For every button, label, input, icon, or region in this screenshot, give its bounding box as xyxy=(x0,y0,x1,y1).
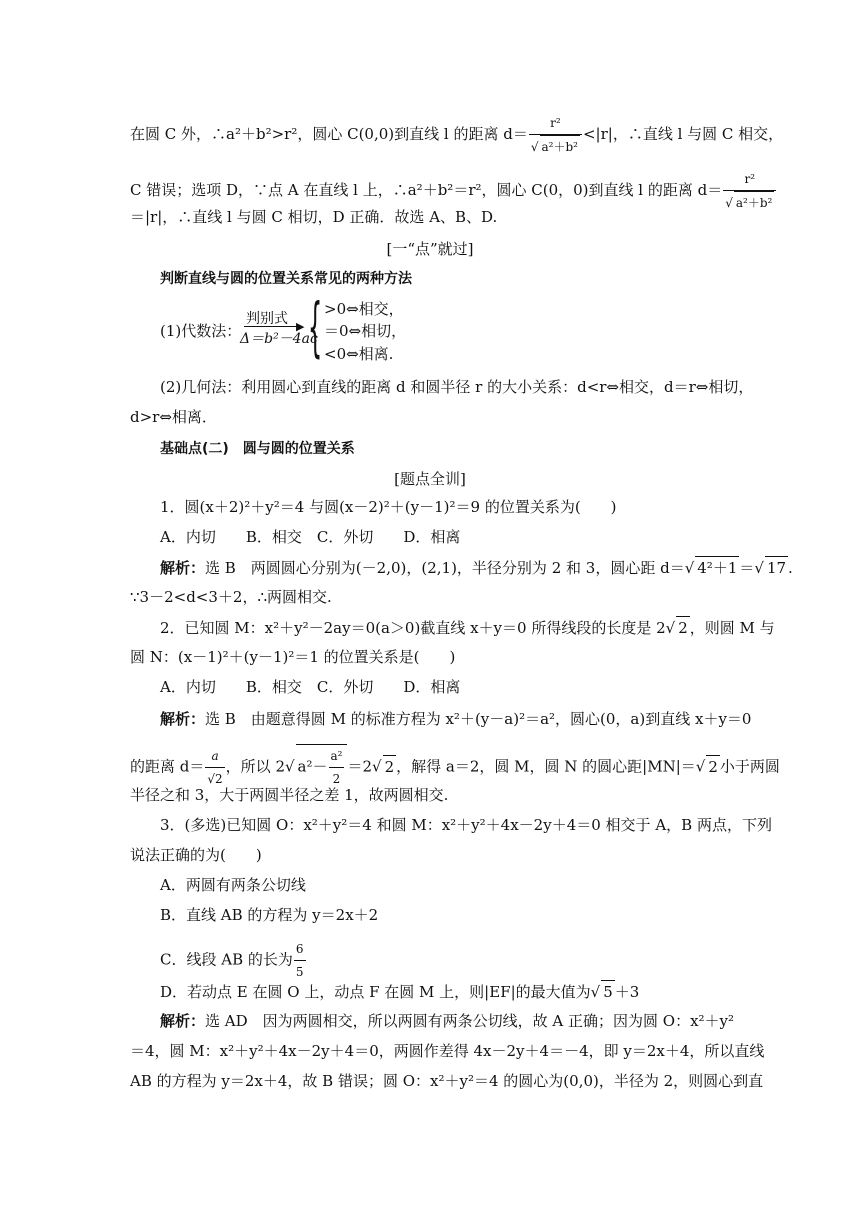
q2-solution-line-1: 解析：选 B 由题意得圆 M 的标准方程为 x²＋(y－a)²＝a²，圆心(0，a)到直线 x＋y＝0 xyxy=(160,710,752,728)
q2-solution-line-2: 的距离 d＝ $\frac{a}{√2}$ ，所以 2√ a²－ $\frac{\text{a²}}{2}$ ＝2√ 2 ，解得 a＝2，圆 M，圆 N 的圆心距|MN|＝√ 2 小于两圆 xyxy=(130,744,730,790)
q3-solution-line-1: 解析：选 AD 因为两圆相交，所以两圆有两条公切线，故 A 正确；因为圆 O：x²＋y² xyxy=(160,1012,735,1030)
case-separate: <0⇔相离. xyxy=(324,345,394,363)
q3-option-b: B．直线 AB 的方程为 y＝2x＋2 xyxy=(160,906,379,924)
intro-text: C 错误；选项 D，∵点 A 在直线 l 上，∴a²＋b²＝r²，圆心 C(0，0)到直线 l 的距离 d＝ xyxy=(130,181,723,199)
q1-options: A．内切 B．相交 C．外切 D．相离 xyxy=(160,528,461,546)
intro-text: <|r|，∴直线 l 与圆 C 相交， xyxy=(582,125,784,143)
discriminant-label: 判别式 xyxy=(246,311,288,327)
q2-stem-line-2: 圆 N：(x－1)²＋(y－1)²＝1 的位置关系是( ) xyxy=(130,648,456,666)
algebraic-method xyxy=(160,291,580,368)
solution-label: 解析： xyxy=(160,1012,206,1030)
tip-header: [一“点”就过] xyxy=(386,240,474,258)
intro-line-1 xyxy=(130,112,784,158)
q1-stem: 1．圆(x＋2)²＋y²＝4 与圆(x－2)²＋(y－1)²＝9 的位置关系为( ) xyxy=(160,498,617,516)
method-title: 判断直线与圆的位置关系常见的两种方法 xyxy=(160,271,412,287)
q3-stem-line-2: 说法正确的为( ) xyxy=(130,846,262,864)
q1-solution-line-2: ∵3－2<d<3＋2，∴两圆相交. xyxy=(130,588,332,606)
q3-stem-line-1: 3．(多选)已知圆 O：x²＋y²＝4 和圆 M：x²＋y²＋4x－2y＋4＝0 相交于 A，B 两点，下列 xyxy=(160,816,772,834)
arrow-head-icon: ▶ xyxy=(296,320,305,333)
arrow-line xyxy=(244,326,302,327)
case-intersect: >0⇔相交， xyxy=(324,300,404,318)
q1-solution-line-1: 解析：选 B 两圆圆心分别为(－2,0)，(2,1)，半径分别为 2 和 3，圆心距 d＝√ 4²＋1 ＝√ 17 . xyxy=(160,556,730,579)
train-header: [题点全训] xyxy=(394,470,466,488)
algebraic-label: (1)代数法： xyxy=(160,322,242,340)
intro-text: 在圆 C 外，∴a²＋b²>r²，圆心 C(0,0)到直线 l 的距离 d＝ xyxy=(130,125,528,143)
brace-icon: { xyxy=(308,291,323,365)
q2-options: A．内切 B．相交 C．外切 D．相离 xyxy=(160,678,461,696)
section-title: 基础点(二) 圆与圆的位置关系 xyxy=(160,441,355,457)
q3-solution-line-2: ＝4，圆 M：x²＋y²＋4x－2y＋4＝0，两圆作差得 4x－2y＋4＝－4，即 y＝2x＋4，所以直线 xyxy=(130,1042,765,1060)
distance-fraction: $\frac{\text{r²}}{\text{√ a²＋b²}}$ xyxy=(723,168,776,214)
geometric-line-2: d>r⇔相离． xyxy=(130,408,217,426)
solution-label: 解析： xyxy=(160,710,206,728)
solution-label: 解析： xyxy=(160,559,206,577)
discriminant-formula: Δ＝b²－4ac xyxy=(240,331,318,347)
q2-solution-line-3: 半径之和 3，大于两圆半径之差 1，故两圆相交. xyxy=(130,786,449,804)
q2-stem-line-1: 2．已知圆 M：x²＋y²－2ay＝0(a＞0)截直线 x＋y＝0 所得线段的长度是 2√ 2 ，则圆 M 与 xyxy=(160,616,730,639)
geometric-line-1: (2)几何法：利用圆心到直线的距离 d 和圆半径 r 的大小关系：d<r⇔相交，d＝r⇔相切， xyxy=(160,378,754,396)
q3-solution-line-3: AB 的方程为 y＝2x＋4，故 B 错误；圆 O：x²＋y²＝4 的圆心为(0,0)，半径为 2，则圆心到直 xyxy=(130,1072,764,1090)
distance-fraction: $\frac{\text{r²}}{\text{√ a²＋b²}}$ xyxy=(529,112,582,158)
intro-line-3: ＝|r|，∴直线 l 与圆 C 相切，D 正确．故选 A、B、D. xyxy=(130,208,498,226)
case-tangent: ＝0⇔相切， xyxy=(324,322,407,340)
q3-option-c: C．线段 AB 的长为 $\frac{6}{5}$ xyxy=(160,938,730,983)
q3-option-a: A．两圆有两条公切线 xyxy=(160,876,306,894)
q3-option-d: D．若动点 E 在圆 O 上，动点 F 在圆 M 上，则|EF|的最大值为√ 5 ＋3 xyxy=(160,980,730,1003)
